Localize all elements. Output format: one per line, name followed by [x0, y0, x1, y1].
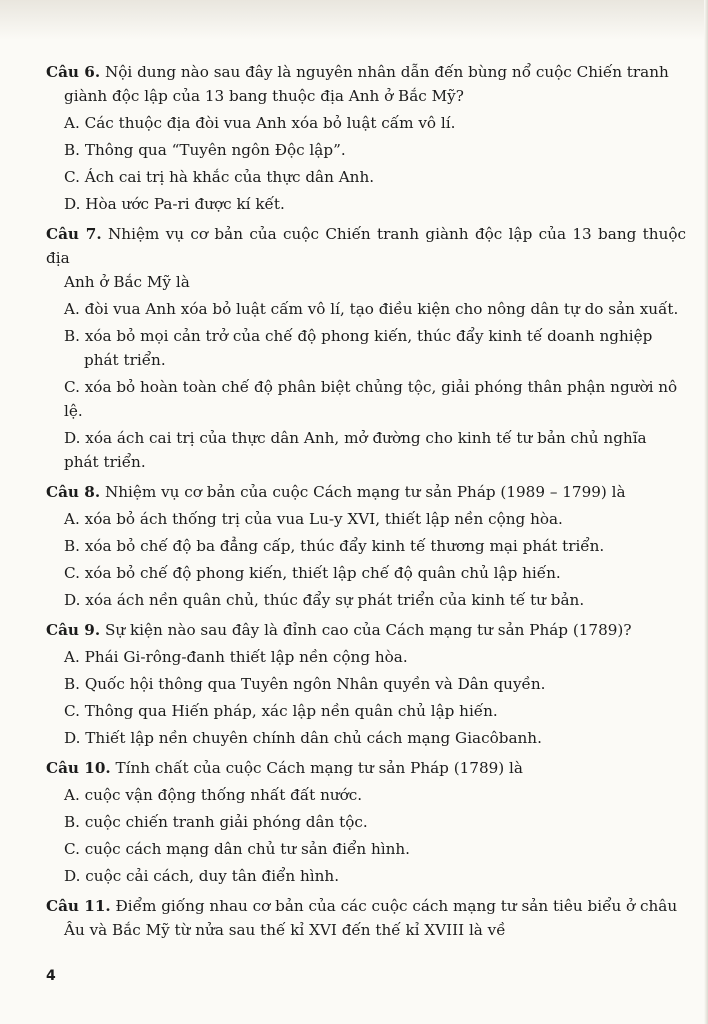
question-number: Câu 9. — [46, 621, 101, 639]
page-number: 4 — [46, 968, 56, 984]
question-stem — [46, 618, 686, 642]
option-d — [64, 864, 686, 888]
option-text: C. xóa bỏ hoàn toàn chế độ phân biệt chủng tộc, giải phóng thân phận người nô lệ. — [64, 378, 678, 420]
stem-line-1: Nhiệm vụ cơ bản của cuộc Cách mạng tư sản Pháp (1989 – 1799) là — [104, 483, 626, 501]
option-a — [64, 783, 686, 807]
option-text: A. cuộc vận động thống nhất đất nước. — [64, 786, 363, 804]
option-text: D. cuộc cải cách, duy tân điển hình. — [64, 867, 340, 885]
option-text: C. Thông qua Hiến pháp, xác lập nền quân chủ lập hiến. — [64, 702, 498, 720]
stem-line-1: Sự kiện nào sau đây là đỉnh cao của Cách mạng tư sản Pháp (1789)? — [104, 621, 632, 639]
stem-line-2: Anh ở Bắc Mỹ là — [64, 273, 190, 291]
option-c — [64, 699, 686, 723]
option-a — [64, 507, 686, 531]
option-c — [64, 561, 686, 585]
option-text: D. Thiết lập nền chuyên chính dân chủ cách mạng Giacôbanh. — [64, 729, 542, 747]
question-number: Câu 6. — [46, 63, 101, 81]
question-7 — [46, 222, 686, 474]
option-b — [64, 138, 686, 162]
option-text-continued: phát triển. — [84, 351, 166, 369]
option-text: C. cuộc cách mạng dân chủ tư sản điển hình. — [64, 840, 410, 858]
question-stem — [46, 480, 686, 504]
option-text: D. xóa ách nền quân chủ, thúc đẩy sự phát triển của kinh tế tư bản. — [64, 591, 585, 609]
option-d — [64, 426, 686, 474]
question-11 — [46, 894, 686, 942]
stem-line-1: Nội dung nào sau đây là nguyên nhân dẫn đến bùng nổ cuộc Chiến tranh — [104, 63, 669, 81]
option-d — [64, 588, 686, 612]
option-b — [64, 534, 686, 558]
option-b — [64, 324, 686, 372]
option-text: B. xóa bỏ chế độ ba đẳng cấp, thúc đẩy kinh tế thương mại phát triển. — [64, 537, 605, 555]
option-text: D. xóa ách cai trị của thực dân Anh, mở đường cho kinh tế tư bản chủ nghĩa phát triển. — [64, 429, 647, 471]
stem-line-1: Tính chất của cuộc Cách mạng tư sản Pháp (1789) là — [115, 759, 523, 777]
question-9 — [46, 618, 686, 750]
page-edge — [704, 0, 708, 1024]
option-b — [64, 810, 686, 834]
option-a — [64, 111, 686, 135]
question-8 — [46, 480, 686, 612]
option-text: B. Quốc hội thông qua Tuyên ngôn Nhân quyền và Dân quyền. — [64, 675, 546, 693]
stem-line-2: giành độc lập của 13 bang thuộc địa Anh ở Bắc Mỹ? — [64, 87, 464, 105]
option-text: A. Các thuộc địa đòi vua Anh xóa bỏ luật cấm vô lí. — [64, 114, 456, 132]
question-stem — [46, 756, 686, 780]
question-6 — [46, 60, 686, 216]
option-c — [64, 837, 686, 861]
stem-line-2: Âu và Bắc Mỹ từ nửa sau thế kỉ XVI đến thế kỉ XVIII là về — [64, 921, 506, 939]
option-text: B. xóa bỏ mọi cản trở của chế độ phong kiến, thúc đẩy kinh tế doanh nghiệp — [64, 327, 653, 345]
option-text: C. Ách cai trị hà khắc của thực dân Anh. — [64, 168, 375, 186]
option-b — [64, 672, 686, 696]
option-c — [64, 165, 686, 189]
page-top-shade — [0, 0, 708, 40]
option-text: A. đòi vua Anh xóa bỏ luật cấm vô lí, tạo điều kiện cho nông dân tự do sản xuất. — [64, 300, 679, 318]
question-stem — [46, 222, 686, 294]
stem-line-1: Điểm giống nhau cơ bản của các cuộc cách mạng tư sản tiêu biểu ở châu — [115, 897, 678, 915]
option-a — [64, 297, 686, 321]
option-text: A. Phái Gi-rông-đanh thiết lập nền cộng hòa. — [64, 648, 408, 666]
question-stem — [46, 894, 686, 942]
option-c — [64, 375, 686, 423]
option-text: A. xóa bỏ ách thống trị của vua Lu-y XVI, thiết lập nền cộng hòa. — [64, 510, 563, 528]
question-list — [46, 60, 686, 948]
option-d — [64, 726, 686, 750]
option-text: D. Hòa ước Pa-ri được kí kết. — [64, 195, 285, 213]
question-stem — [46, 60, 686, 108]
stem-line-1: Nhiệm vụ cơ bản của cuộc Chiến tranh giành độc lập của 13 bang thuộc địa — [46, 225, 686, 267]
question-number: Câu 10. — [46, 759, 111, 777]
question-number: Câu 11. — [46, 897, 111, 915]
option-text: B. cuộc chiến tranh giải phóng dân tộc. — [64, 813, 368, 831]
option-text: B. Thông qua “Tuyên ngôn Độc lập”. — [64, 141, 346, 159]
option-d — [64, 192, 686, 216]
question-number: Câu 7. — [46, 225, 102, 243]
option-a — [64, 645, 686, 669]
question-number: Câu 8. — [46, 483, 101, 501]
option-text: C. xóa bỏ chế độ phong kiến, thiết lập chế độ quân chủ lập hiến. — [64, 564, 561, 582]
question-10 — [46, 756, 686, 888]
